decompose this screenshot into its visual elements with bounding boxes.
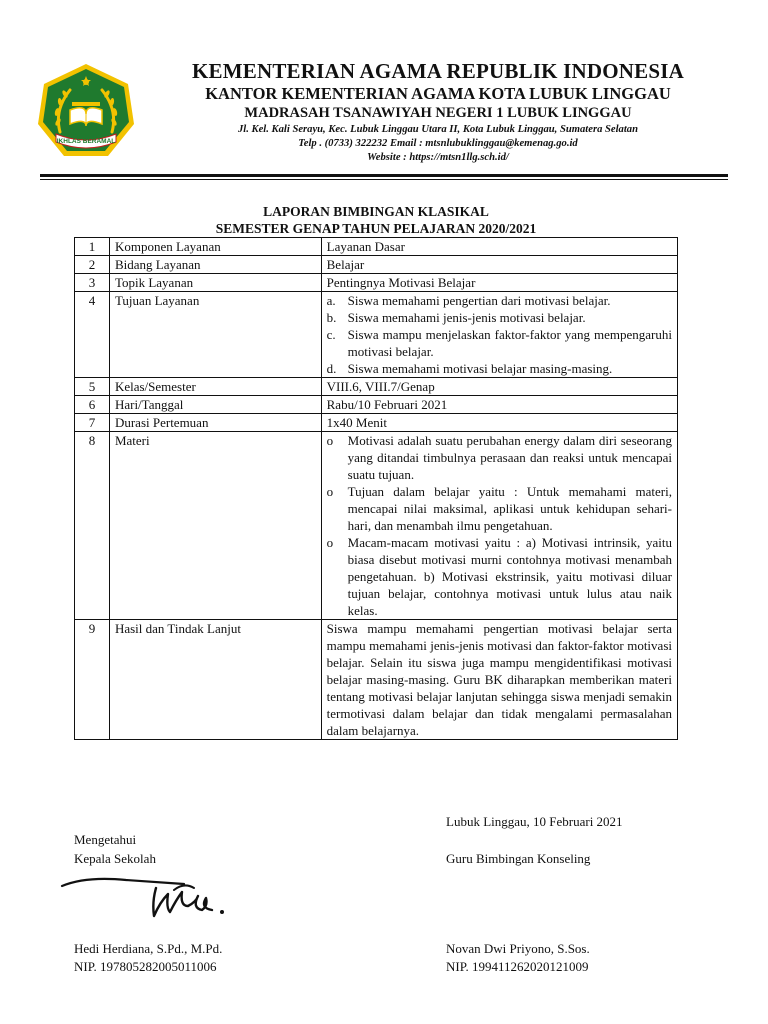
table-row — [75, 396, 678, 414]
principal-name: Hedi Herdiana, S.Pd., M.Pd. — [74, 941, 223, 956]
logo-motto: IKHLAS BERAMAL — [56, 138, 116, 145]
counselor-title: Guru Bimbingan Konseling — [446, 851, 591, 866]
row-value: Rabu/10 Februari 2021 — [321, 396, 677, 414]
acknowledge-label: Mengetahui — [74, 832, 137, 847]
table-row — [75, 256, 678, 274]
counselor-name: Novan Dwi Priyono, S.Sos. — [446, 941, 590, 956]
school-website: Website : https://mtsn1llg.sch.id/ — [367, 152, 509, 163]
row-value-list — [321, 432, 677, 620]
row-label: Hari/Tanggal — [109, 396, 321, 414]
row-label: Hasil dan Tindak Lanjut — [109, 620, 321, 740]
row-label: Topik Layanan — [109, 274, 321, 292]
row-label: Komponen Layanan — [109, 238, 321, 256]
table-row — [75, 292, 678, 378]
row-number: 3 — [75, 274, 110, 292]
row-value: Layanan Dasar — [321, 238, 677, 256]
row-label: Materi — [109, 432, 321, 620]
row-value: Siswa mampu memahami pengertian motivasi belajar serta mampu memahami jenis-jenis motivasi dan faktor-faktor motivasi belajar. Selain itu siswa juga mampu mengidentifikasi motivasi belajar masing-masing. Guru BK diharapkan memberikan materi tentang motivasi belajar lanjutan sehingga siswa menjadi semakin termotivasi dalam belajar dan tidak mengalami permasalahan dalam belajarnya. — [321, 620, 677, 740]
row-label: Durasi Pertemuan — [109, 414, 321, 432]
row-value: Pentingnya Motivasi Belajar — [321, 274, 677, 292]
letterhead-rule-thin — [40, 179, 728, 180]
row-value-list — [321, 292, 677, 378]
report-title-line2: SEMESTER GENAP TAHUN PELAJARAN 2020/2021 — [215, 221, 537, 236]
place-date: Lubuk Linggau, 10 Februari 2021 — [446, 814, 623, 829]
principal-title: Kepala Sekolah — [74, 851, 156, 866]
row-value: VIII.6, VIII.7/Genap — [321, 378, 677, 396]
table-row — [75, 238, 678, 256]
row-number: 6 — [75, 396, 110, 414]
row-number: 1 — [75, 238, 110, 256]
row-label: Bidang Layanan — [109, 256, 321, 274]
kemenag-logo — [36, 62, 136, 160]
principal-nip: NIP. 197805282005011006 — [74, 959, 217, 974]
ministry-name: KEMENTERIAN AGAMA REPUBLIK INDONESIA — [191, 59, 684, 83]
list-item: o Motivasi adalah suatu perubahan energy dalam diri seseorang yang ditandai timbulnya perasaan dan reaksi untuk mencapai suatu tujuan. — [326, 433, 672, 482]
list-item: o Macam-macam motivasi yaitu : a) Motivasi intrinsik, yaitu biasa disebut motivasi murni contohnya motivasi menambah pengetahuan. b) Motivasi ekstrinsik, yaitu motivasi diluar tujuan belajar, contohnya motivasi untuk lulus atau naik kelas. — [326, 535, 672, 618]
row-label: Kelas/Semester — [109, 378, 321, 396]
row-number: 8 — [75, 432, 110, 620]
row-number: 9 — [75, 620, 110, 740]
school-name: MADRASAH TSANAWIYAH NEGERI 1 LUBUK LINGGAU — [244, 105, 632, 121]
report-title-line1: LAPORAN BIMBINGAN KLASIKAL — [263, 204, 489, 219]
counselor-nip: NIP. 199411262020121009 — [446, 959, 589, 974]
table-row — [75, 378, 678, 396]
row-number: 7 — [75, 414, 110, 432]
table-row — [75, 432, 678, 620]
row-number: 2 — [75, 256, 110, 274]
row-number: 4 — [75, 292, 110, 378]
row-number: 5 — [75, 378, 110, 396]
list-item: o Tujuan dalam belajar yaitu : Untuk memahami materi, mencapai nilai maksimal, aplikasi untuk kehidupan sehari-hari, dan menambah ilmu pengetahuan. — [326, 484, 672, 533]
list-item: b. Siswa memahami jenis-jenis motivasi belajar. — [326, 310, 586, 325]
list-item: d. Siswa memahami motivasi belajar masing-masing. — [326, 361, 613, 376]
row-value: Belajar — [321, 256, 677, 274]
letterhead-rule-thick — [40, 174, 728, 177]
principal-signature — [56, 872, 246, 932]
table-row — [75, 274, 678, 292]
school-contact: Telp . (0733) 322232 Email : mtsnlubuklinggau@kemenag.go.id — [298, 138, 578, 149]
row-value: 1x40 Menit — [321, 414, 677, 432]
report-table — [74, 237, 678, 740]
school-address: Jl. Kel. Kali Serayu, Kec. Lubuk Linggau Utara II, Kota Lubuk Linggau, Sumatera Selatan — [238, 124, 638, 135]
report-title — [74, 203, 678, 237]
list-item: c. Siswa mampu menjelaskan faktor-faktor yang mempengaruhi motivasi belajar. — [326, 327, 672, 359]
table-row — [75, 414, 678, 432]
row-label: Tujuan Layanan — [109, 292, 321, 378]
table-row — [75, 620, 678, 740]
list-item: a. Siswa memahami pengertian dari motivasi belajar. — [326, 293, 611, 308]
letterhead — [150, 58, 726, 165]
office-name: KANTOR KEMENTERIAN AGAMA KOTA LUBUK LINGGAU — [205, 84, 671, 103]
